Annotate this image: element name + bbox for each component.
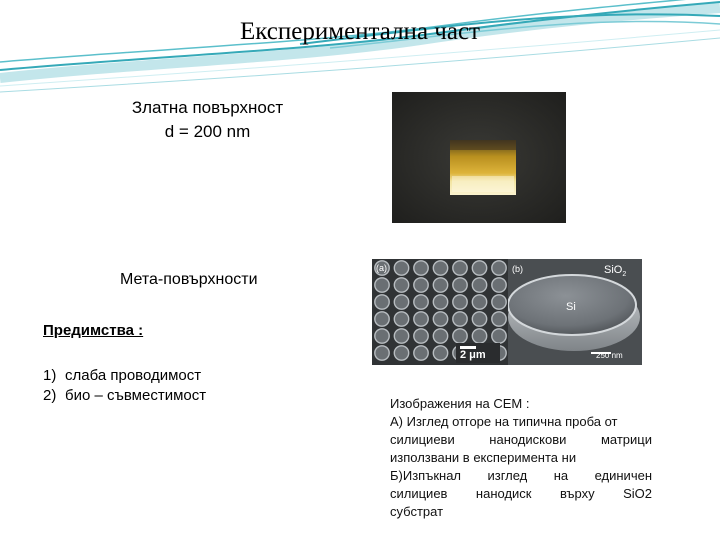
- panel-b-label: (b): [512, 264, 523, 274]
- sem-image-tilted-view: [508, 259, 642, 365]
- list-item-text: био – съвместимост: [65, 387, 207, 404]
- nanodisk: [472, 261, 486, 275]
- scale-label-b: 250 nm: [596, 351, 623, 360]
- nanodisk: [375, 329, 389, 343]
- slide-title: Експериментална част: [240, 18, 480, 45]
- advantages-heading: Предимства :: [43, 322, 144, 339]
- nanodisk: [472, 295, 486, 309]
- nanodisk: [375, 346, 389, 360]
- list-item: [43, 366, 206, 386]
- nanodisk: [433, 295, 447, 309]
- nanodisk: [394, 261, 408, 275]
- sem-image-top-view: [372, 259, 508, 365]
- sio2-subscript: 2: [622, 271, 627, 279]
- nanodisk: [394, 329, 408, 343]
- gold-surface-label: Златна повърхност: [131, 98, 284, 117]
- si-label: Si: [566, 301, 576, 313]
- nanodisk: [433, 278, 447, 292]
- nanodisk: [453, 261, 467, 275]
- nanodisk: [394, 278, 408, 292]
- nanodisk: [472, 312, 486, 326]
- nanodisk: [414, 278, 428, 292]
- nanodisk: [394, 295, 408, 309]
- nanodisk: [492, 295, 506, 309]
- list-item-number: 1): [43, 367, 57, 384]
- list-item: [43, 386, 206, 406]
- caption-line: Изображения на СЕМ :: [390, 396, 530, 411]
- panel-a-label: (a): [376, 263, 387, 273]
- caption-line: използвани в експеримента ни: [390, 450, 577, 465]
- nanodisk: [433, 329, 447, 343]
- sio2-text: SiO: [604, 264, 623, 276]
- caption-line: силициеви нанодискови матрици: [390, 432, 652, 447]
- meta-surfaces-label: Мета-повърхности: [120, 271, 258, 288]
- nanodisk: [433, 346, 447, 360]
- nanodisk: [492, 278, 506, 292]
- nanodisk: [375, 278, 389, 292]
- sem-caption: [390, 395, 652, 521]
- nanodisk: [453, 312, 467, 326]
- caption-line: Б)Изпъкнал изглед на единичен: [390, 468, 652, 483]
- advantages-list: [43, 366, 206, 406]
- caption-line: субстрат: [390, 504, 444, 519]
- nanodisk: [492, 312, 506, 326]
- nanodisk: [414, 346, 428, 360]
- nanodisk: [394, 312, 408, 326]
- nanodisk: [414, 312, 428, 326]
- caption-line: силициев нанодиск върху SiO2: [390, 486, 652, 501]
- nanodisk: [414, 261, 428, 275]
- list-item-text: слаба проводимост: [65, 367, 202, 384]
- nanodisk: [414, 329, 428, 343]
- gold-surface-caption: [100, 96, 315, 144]
- gold-sample-photo: [392, 92, 566, 223]
- nanodisk: [453, 295, 467, 309]
- list-item-number: 2): [43, 387, 57, 404]
- gold-thickness-label: d = 200 nm: [164, 122, 251, 141]
- nanodisk: [375, 295, 389, 309]
- sio2-label: [604, 264, 626, 278]
- nanodisk: [492, 261, 506, 275]
- nanodisk: [492, 329, 506, 343]
- nanodisk: [394, 346, 408, 360]
- nanodisk: [472, 278, 486, 292]
- scale-label-a: 2 μm: [460, 349, 486, 361]
- nanodisk: [433, 261, 447, 275]
- nanodisk: [433, 312, 447, 326]
- nanodisk: [453, 278, 467, 292]
- nanodisk: [472, 329, 486, 343]
- caption-line: А) Изглед отгоре на типична проба от: [390, 414, 618, 429]
- nanodisk: [453, 329, 467, 343]
- nanodisk: [414, 295, 428, 309]
- nanodisk: [375, 312, 389, 326]
